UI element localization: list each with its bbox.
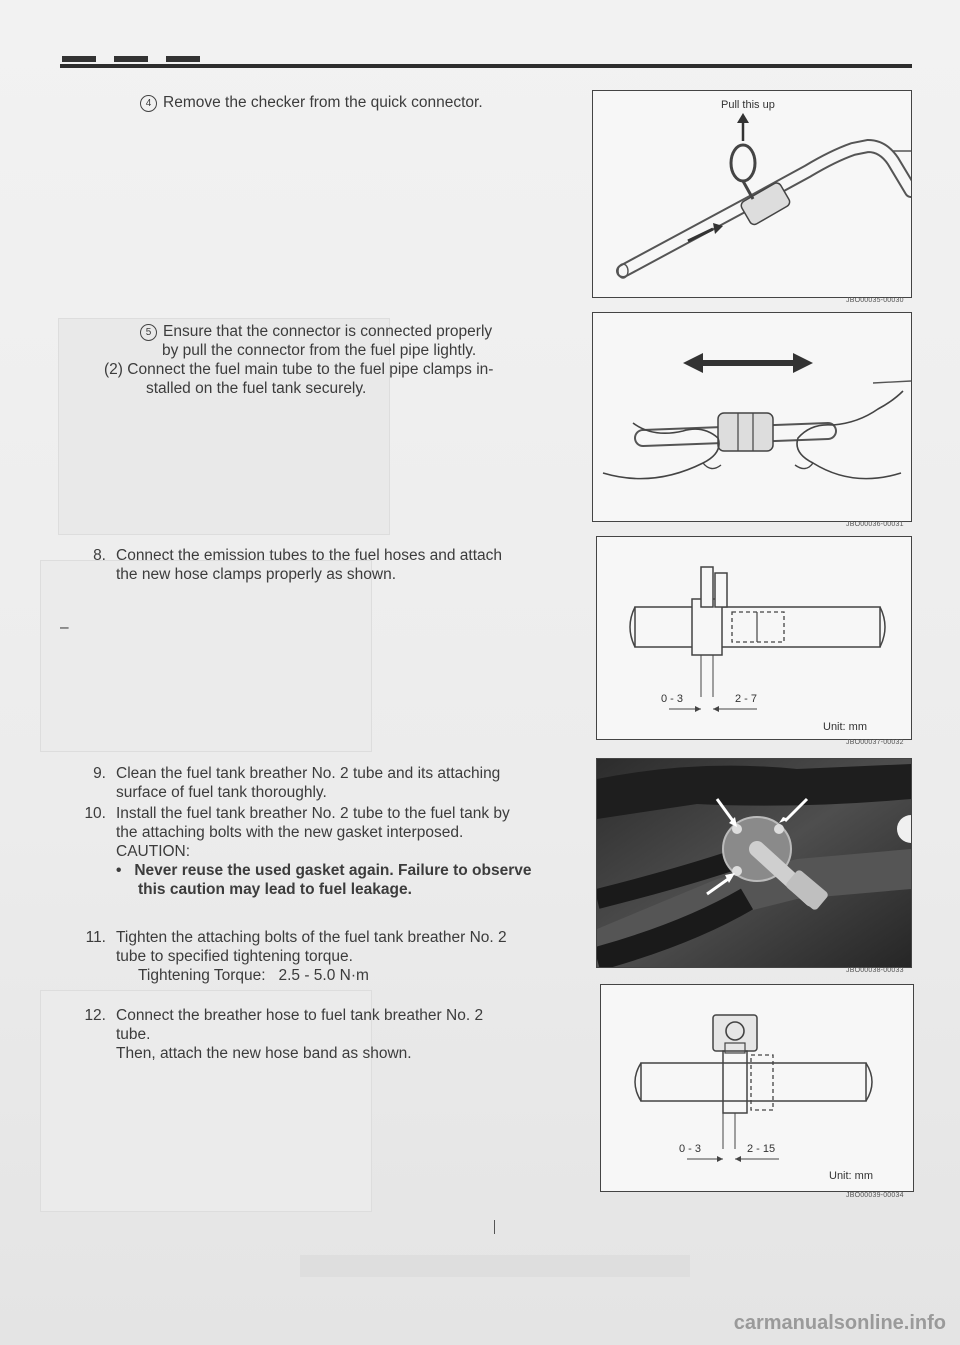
dimension-right: 2 - 7 [735,693,758,705]
step-4 [140,93,483,112]
step-number: 10. [84,805,106,822]
connector-illustration [593,91,911,297]
header-rule [60,64,912,68]
torque-label: Tightening Torque: [138,967,266,984]
figure-label: Pull this up [721,99,775,111]
unit-label: Unit: mm [829,1170,873,1182]
step-number-circle: 5 [140,324,157,341]
connector-pull-illustration [593,313,911,521]
step-text: tube to specified tightening torque. [116,948,353,965]
dash-mark: – [60,619,69,636]
torque-spec [138,966,507,985]
bleed-through-block [40,560,372,752]
footer-bleed [300,1255,690,1277]
step-9 [72,764,500,802]
caution-bullet: • Never reuse the used gasket again. Failure to observe [116,862,532,879]
step-11 [72,928,507,985]
step-number: 11. [85,929,106,946]
step-text: Then, attach the new hose band as shown. [116,1045,412,1062]
caution-text: this caution may lead to fuel leakage. [138,881,412,898]
figure-code: JBO00035-00030 [846,297,904,304]
hose-band-diagram [601,985,913,1191]
caution-label: CAUTION: [116,843,191,860]
torque-value: 2.5 - 5.0 N·m [278,967,369,984]
step-10 [72,804,532,899]
step-text: Connect the fuel main tube to the fuel pipe clamps in- [127,361,494,378]
step-text: surface of fuel tank thoroughly. [116,784,327,801]
step-8 [72,546,502,584]
header-mark [62,56,202,62]
step-text: Ensure that the connector is connected properly [163,323,493,340]
step-text: by pull the connector from the fuel pipe lightly. [162,342,477,359]
figure-code: JBO00038-00033 [846,967,904,974]
step-12 [72,1006,483,1063]
step-number: 12. [84,1007,106,1024]
step-2 [104,360,493,398]
figure-code: JBO00039-00034 [846,1192,904,1199]
unit-label: Unit: mm [823,721,867,733]
figure-code: JBO00037-00032 [846,739,904,746]
step-text: Connect the emission tubes to the fuel hoses and attach [116,547,503,564]
figure-connector-pull-check [592,312,912,522]
figure-emission-hose-clamp [596,536,912,740]
step-text: the attaching bolts with the new gasket interposed. [116,824,464,841]
figure-code: JBO00036-00031 [846,521,904,528]
step-text: Clean the fuel tank breather No. 2 tube and its attaching [116,765,501,782]
hose-clamp-diagram [597,537,911,739]
step-number: (2) [104,361,123,378]
caution-text: Never reuse the used gasket again. Failure to observe [134,862,532,879]
step-text: Tighten the attaching bolts of the fuel tank breather No. 2 [116,929,507,946]
step-number-circle: 4 [140,95,157,112]
step-text: Remove the checker from the quick connector. [163,94,483,111]
step-5 [140,322,492,360]
dimension-right: 2 - 15 [747,1143,776,1155]
dimension-left: 0 - 3 [679,1143,702,1155]
breather-tube-photo [597,759,911,967]
figure-breather-hose-band [600,984,914,1192]
step-text: tube. [116,1026,151,1043]
watermark-text: carmanualsonline.info [733,1312,946,1334]
step-text: Install the fuel tank breather No. 2 tube to the fuel tank by [116,805,510,822]
page-mark [494,1220,495,1234]
step-number: 8. [93,547,106,564]
figure-quick-connector-checker [592,90,912,298]
step-number: 9. [93,765,106,782]
figure-breather-tube-photo [596,758,912,968]
step-text: stalled on the fuel tank securely. [146,380,367,397]
step-text: Connect the breather hose to fuel tank breather No. 2 [116,1007,484,1024]
step-text: the new hose clamps properly as shown. [116,566,397,583]
dimension-left: 0 - 3 [661,693,684,705]
